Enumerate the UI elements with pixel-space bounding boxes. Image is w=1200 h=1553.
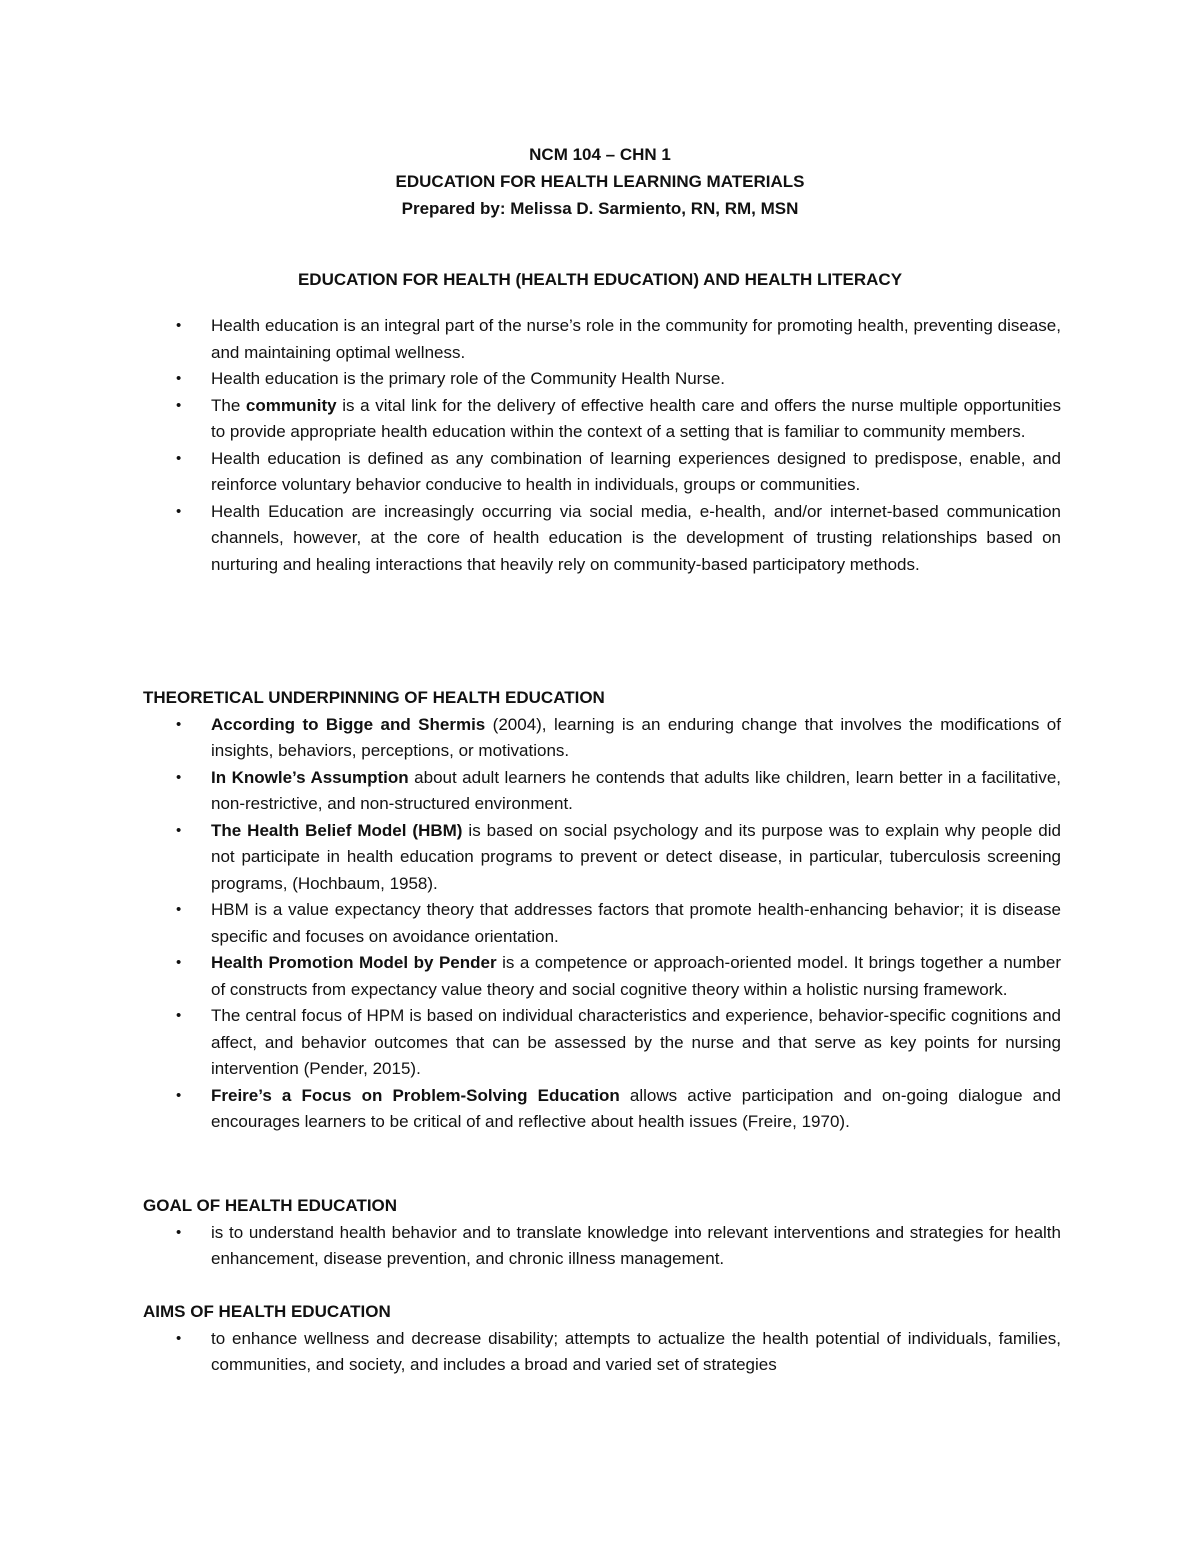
item-text: allows active participation and on-going dialogue and encourages learners to be critical of and reflective about health issues (Freire, 1970). xyxy=(211,1085,1061,1131)
section-title-theoretical: THEORETICAL UNDERPINNING OF HEALTH EDUCATION xyxy=(143,688,605,707)
section-title-aims: AIMS OF HEALTH EDUCATION xyxy=(143,1302,391,1321)
prepared-by: Prepared by: Melissa D. Sarmiento, RN, RM, MSN xyxy=(401,199,799,218)
list-item xyxy=(143,313,1061,366)
section-theoretical-underpinning xyxy=(143,685,1061,1136)
list-item xyxy=(143,1003,1061,1083)
item-text: about adult learners he contends that adults like children, learn better in a facilitative, non-restrictive, and non-structured environment. xyxy=(211,767,1061,813)
list-item xyxy=(143,765,1061,818)
list-item xyxy=(143,950,1061,1003)
bullet-icon: • xyxy=(176,317,182,334)
bullet-list xyxy=(143,1220,1061,1273)
bullet-icon: • xyxy=(176,370,182,387)
list-item xyxy=(143,366,1061,393)
bullet-icon: • xyxy=(176,1223,182,1241)
document-title: EDUCATION FOR HEALTH LEARNING MATERIALS xyxy=(395,172,805,191)
item-bold-term: community xyxy=(245,395,337,415)
list-item xyxy=(143,1083,1061,1136)
item-text: Health education is the primary role of the Community Health Nurse. xyxy=(211,369,726,388)
list-item xyxy=(143,897,1061,950)
list-item xyxy=(143,1326,1061,1379)
bullet-list xyxy=(143,1326,1061,1379)
bullet-icon: • xyxy=(176,449,182,467)
bullet-icon: • xyxy=(176,901,182,918)
item-bold-term: According to Bigge and Shermis xyxy=(211,714,486,734)
bullet-icon: • xyxy=(176,768,182,786)
item-bold-term: Freire’s a Focus on Problem-Solving Education xyxy=(211,1085,620,1105)
course-code: NCM 104 – CHN 1 xyxy=(529,145,671,164)
list-item xyxy=(143,1220,1061,1273)
item-bold-term: The Health Belief Model (HBM) xyxy=(211,820,463,840)
item-bold-term: Health Promotion Model by Pender xyxy=(211,953,497,972)
item-text: is based on social psychology and its purpose was to explain why people did not participate in health education programs to prevent or detect disease, in particular, tuberculosis screening programs, (Hochbaum, 1958). xyxy=(211,820,1061,893)
item-text: The central focus of HPM is based on individual characteristics and experience, behavior-specific cognitions and affect, and behavior outcomes that can be assessed by the nurse and that serve as key points for nursing intervention (Pender, 2015). xyxy=(211,1006,1061,1078)
bullet-list xyxy=(143,712,1061,1136)
list-item xyxy=(143,446,1061,499)
item-text: HBM is a value expectancy theory that addresses factors that promote health-enhancing behavior; it is disease specific and focuses on avoidance orientation. xyxy=(211,900,1061,946)
list-item xyxy=(143,499,1061,579)
bullet-icon: • xyxy=(176,396,182,414)
bullet-icon: • xyxy=(176,954,182,971)
bullet-icon: • xyxy=(176,715,182,733)
item-text: to enhance wellness and decrease disability; attempts to actualize the health potential of individuals, families, communities, and society, and includes a broad and varied set of strategies xyxy=(211,1328,1061,1374)
item-text: Health education is an integral part of the nurse’s role in the community for promoting health, preventing disease, and maintaining optimal wellness. xyxy=(211,316,1061,362)
item-bold-term: In Knowle’s Assumption xyxy=(211,767,409,787)
bullet-icon: • xyxy=(176,1086,182,1104)
section-goal xyxy=(143,1193,1061,1273)
item-text: Health education is defined as any combination of learning experiences designed to predispose, enable, and reinforce voluntary behavior conducive to health in individuals, groups or communities. xyxy=(211,448,1061,494)
list-item xyxy=(143,393,1061,446)
section-title-health-education: EDUCATION FOR HEALTH (HEALTH EDUCATION) AND HEALTH LITERACY xyxy=(297,270,903,289)
section-title-goal: GOAL OF HEALTH EDUCATION xyxy=(143,1196,398,1215)
item-text: Health Education are increasingly occurring via social media, e-health, and/or internet-based communication channels, however, at the core of health education is the development of trusting relationships based on nurturing and healing interactions that heavily rely on community-based participatory methods. xyxy=(211,501,1061,574)
bullet-icon: • xyxy=(176,1007,182,1024)
bullet-icon: • xyxy=(176,1329,182,1347)
section-aims xyxy=(143,1299,1061,1379)
section-health-education xyxy=(143,313,1061,578)
item-text-prefix: The xyxy=(211,395,246,415)
list-item xyxy=(143,712,1061,765)
bullet-icon: • xyxy=(176,821,182,839)
bullet-list xyxy=(143,313,1061,578)
item-text: is to understand health behavior and to translate knowledge into relevant interventions and strategies for health enhancement, disease prevention, and chronic illness management. xyxy=(211,1222,1061,1268)
bullet-icon: • xyxy=(176,502,182,520)
document-header xyxy=(0,141,1200,222)
item-text: (2004), learning is an enduring change that involves the modifications of insights, behaviors, perceptions, or motivations. xyxy=(211,714,1061,760)
item-text: is a vital link for the delivery of effective health care and offers the nurse multiple opportunities to provide appropriate health education within the context of a setting that is familiar to community members. xyxy=(211,395,1061,441)
list-item xyxy=(143,818,1061,898)
item-text: is a competence or approach-oriented model. It brings together a number of constructs from expectancy value theory and social cognitive theory within a holistic nursing framework. xyxy=(211,953,1061,999)
